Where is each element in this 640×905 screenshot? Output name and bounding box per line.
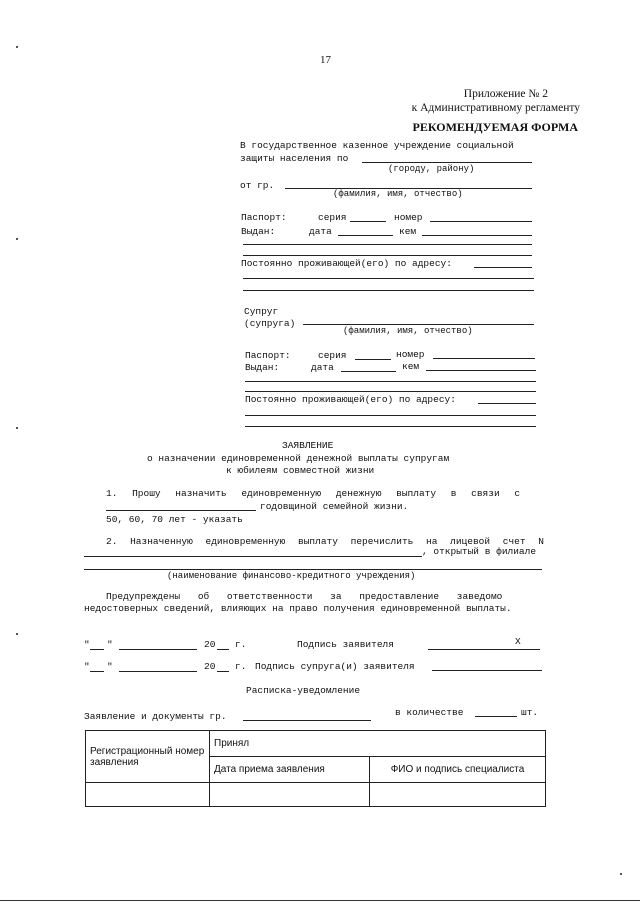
- spouse-fio-field[interactable]: [303, 324, 534, 325]
- warning-line2: недостоверных сведений, влияющих на право получения единовременной выплаты.: [84, 603, 512, 614]
- residence2-field-b[interactable]: [245, 415, 536, 416]
- passport1-by-whom-field[interactable]: [422, 235, 532, 236]
- residence2-field-c[interactable]: [245, 426, 536, 427]
- item1-text: 1. Прошу назначить единовременную денежную выплату в связи с: [106, 488, 521, 499]
- account-number-field[interactable]: [84, 556, 422, 557]
- applicant-signature-field[interactable]: [428, 649, 540, 650]
- sig1-year-prefix: 20: [204, 639, 216, 650]
- caption-bank-name: (наименование финансово-кредитного учреждения): [167, 571, 416, 581]
- appendix-title: Приложение № 2: [463, 88, 548, 100]
- residence1-label: Постоянно проживающей(его) по адресу:: [241, 258, 452, 269]
- passport1-number-label: номер: [394, 212, 423, 223]
- residence2-label: Постоянно проживающей(его) по адресу:: [245, 394, 456, 405]
- page-number: 17: [320, 54, 331, 66]
- sig1-quote-close: ": [107, 639, 113, 650]
- residence1-field-c[interactable]: [243, 290, 534, 291]
- receipt-docs-label: Заявление и документы гр.: [84, 711, 227, 722]
- passport1-series-label: серия: [318, 212, 347, 223]
- passport2-number-field[interactable]: [433, 358, 535, 359]
- item1-hint: 50, 60, 70 лет - указать: [106, 514, 243, 525]
- passport1-by-whom-label: кем: [399, 226, 417, 237]
- receipt-name-field[interactable]: [243, 720, 371, 721]
- recommended-form-label: РЕКОМЕНДУЕМАЯ ФОРМА: [412, 120, 578, 134]
- scan-speck: [620, 873, 622, 875]
- registration-table: [85, 730, 546, 807]
- passport1-label: Паспорт:: [241, 212, 287, 223]
- passport2-by-whom-label: кем: [402, 361, 420, 372]
- specialist-cell[interactable]: [370, 783, 546, 807]
- passport1-number-field[interactable]: [430, 221, 532, 222]
- sig2-month-field[interactable]: [119, 671, 197, 672]
- sig1-label: Подпись заявителя: [297, 639, 394, 650]
- reg-number-header: Регистрационный номер заявления: [86, 731, 210, 783]
- appendix-regulation: к Административному регламенту: [411, 102, 580, 114]
- scan-speck: [16, 46, 18, 48]
- sig1-x-mark: X: [515, 636, 521, 647]
- passport2-by-whom-field[interactable]: [426, 370, 536, 371]
- date-header: Дата приема заявления: [210, 757, 370, 783]
- passport2-series-field[interactable]: [355, 359, 391, 360]
- residence1-field-b[interactable]: [243, 278, 534, 279]
- passport2-number-label: номер: [396, 349, 425, 360]
- passport2-series-label: серия: [318, 350, 347, 361]
- caption-spouse-fio: (фамилия, имя, отчество): [343, 326, 473, 336]
- sig2-label: Подпись супруга(и) заявителя: [255, 661, 415, 672]
- sig2-quote-close: ": [107, 661, 113, 672]
- passport1-date-field[interactable]: [338, 235, 393, 236]
- scan-speck: [16, 633, 18, 635]
- passport1-extra-line2[interactable]: [243, 255, 532, 256]
- date-cell[interactable]: [210, 783, 370, 807]
- receipt-quantity-label: в количестве: [395, 707, 464, 718]
- statement-title: ЗАЯВЛЕНИЕ: [282, 440, 334, 451]
- receipt-pcs-label: шт.: [521, 707, 539, 718]
- district-field[interactable]: [362, 162, 532, 163]
- residence1-field-a[interactable]: [474, 267, 532, 268]
- reg-number-cell[interactable]: [86, 783, 210, 807]
- sig2-year-prefix: 20: [204, 661, 216, 672]
- spouse-signature-field[interactable]: [432, 670, 542, 671]
- scan-bottom-edge: [0, 900, 640, 901]
- sig1-month-field[interactable]: [119, 649, 197, 650]
- passport2-extra-line1[interactable]: [245, 381, 536, 382]
- item2-branch-text: , открытый в филиале: [422, 546, 537, 557]
- from-label: от гр.: [240, 180, 275, 191]
- bank-name-field[interactable]: [84, 569, 542, 570]
- item1-anniversary-text: годовщиной семейной жизни.: [260, 501, 409, 512]
- statement-subtitle1: о назначении единовременной денежной выплаты супругам: [147, 453, 450, 464]
- passport2-date-label: дата: [311, 362, 334, 373]
- sig2-quote-open: ": [84, 661, 90, 672]
- scan-speck: [16, 238, 18, 240]
- passport1-date-label: дата: [309, 226, 332, 237]
- passport2-issued-label: Выдан:: [245, 362, 280, 373]
- residence2-field-a[interactable]: [478, 403, 536, 404]
- warning-line1: Предупреждены об ответственности за предоставление заведомо: [106, 591, 503, 602]
- accepted-header: Принял: [210, 731, 546, 757]
- scan-speck: [16, 427, 18, 429]
- spouse-label: Супруг: [244, 306, 279, 317]
- sig2-year-field[interactable]: [217, 671, 229, 672]
- caption-applicant-fio: (фамилия, имя, отчество): [333, 189, 463, 199]
- sig2-g: г.: [235, 661, 247, 672]
- statement-subtitle2: к юбилеям совместной жизни: [226, 465, 375, 476]
- addressee-line1: В государственное казенное учреждение социальной: [240, 140, 514, 151]
- item2-text: 2. Назначенную единовременную выплату перечислить на лицевой счет N: [106, 536, 544, 547]
- receipt-quantity-field[interactable]: [475, 716, 517, 717]
- passport1-extra-line1[interactable]: [243, 244, 532, 245]
- sig1-g: г.: [235, 639, 247, 650]
- passport1-issued-label: Выдан:: [241, 226, 276, 237]
- addressee-line2: защиты населения по: [240, 153, 349, 164]
- receipt-title: Расписка-уведомление: [246, 685, 361, 696]
- specialist-fio-header: ФИО и подпись специалиста: [370, 757, 546, 783]
- caption-city-district: (городу, району): [388, 164, 475, 174]
- passport1-series-field[interactable]: [350, 221, 386, 222]
- sig1-day-field[interactable]: [90, 649, 104, 650]
- sig2-day-field[interactable]: [90, 671, 104, 672]
- passport2-date-field[interactable]: [341, 371, 396, 372]
- passport2-extra-line2[interactable]: [245, 391, 536, 392]
- anniversary-field[interactable]: [106, 510, 256, 511]
- table-row: [86, 783, 546, 807]
- sig1-year-field[interactable]: [217, 649, 229, 650]
- sig1-quote-open: ": [84, 639, 90, 650]
- spouse-label2: (супруга): [244, 318, 296, 329]
- passport2-label: Паспорт:: [245, 350, 291, 361]
